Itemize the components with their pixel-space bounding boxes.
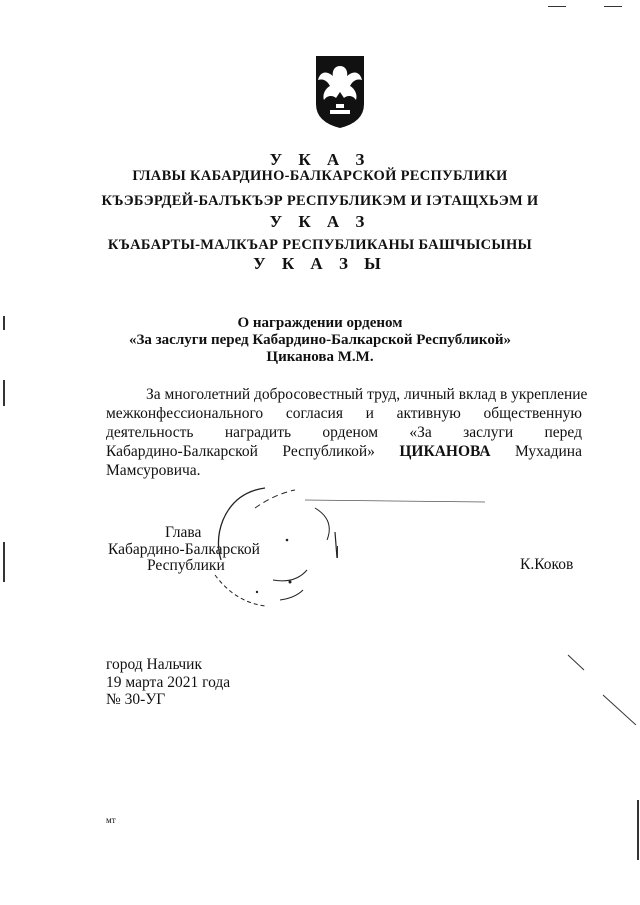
body-word: наградить [224,424,292,441]
body-line [106,385,588,404]
scan-mark [337,546,338,558]
scan-mark [548,6,566,7]
signatory-position-line1: Глава [165,524,202,541]
body-word: активную [396,405,461,422]
body-word: и [365,405,374,422]
awardee-surname: ЦИКАНОВА [399,443,491,460]
issue-date: 19 марта 2021 года [106,674,231,691]
coat-of-arms-emblem [312,52,368,130]
typist-initials: мт [106,815,116,825]
scan-mark [3,380,5,406]
header-ukaz-ru: У К А З [269,150,371,169]
decree-title-line2: «За заслуги перед Кабардино-Балкарской Республикой» [128,332,511,348]
body-line [106,404,582,423]
body-line [106,461,582,480]
body-word: заслуги [463,424,514,441]
body-word: Мамсуровича. [106,462,201,479]
body-word: «За [409,424,432,441]
scan-mark [3,316,5,330]
body-word: общественную [483,405,582,422]
decree-title-line3: Циканова М.М. [266,349,374,365]
decree-title-line1: О награждении орденом [237,315,403,331]
body-word: Республикой» [282,443,375,460]
header-ukaz-krc: У К А З Ы [253,254,387,273]
header-ukaz-kbd: У К А З [269,212,371,231]
header-line-krc: КЪАБАРТЫ-МАЛКЪАР РЕСПУБЛИКАНЫ БАШЧЫСЫНЫ [107,237,533,253]
body-word: Кабардино-Балкарской [106,443,258,460]
signatory-name: К.Коков [520,556,574,573]
body-word: орденом [322,424,379,441]
scan-mark [3,542,5,582]
header-line-ru: ГЛАВЫ КАБАРДИНО-БАЛКАРСКОЙ РЕСПУБЛИКИ [132,168,508,184]
handwritten-signature [195,480,495,615]
body-word: За многолетний добросовестный труд, личный вклад в укрепление [146,386,588,403]
signatory-position-line3: Республики [147,557,225,574]
decree-body [106,385,588,480]
header-line-kbd: КЪЭБЭРДЕЙ-БАЛЪКЪЭР РЕСПУБЛИКЭМ И ІЭТАЩХЬЭМ И [101,193,539,209]
scan-mark [540,625,640,725]
signatory-position-line2: Кабардино-Балкарской [108,541,260,558]
scan-mark [637,800,639,860]
decree-number: № 30-УГ [106,691,166,708]
body-word: перед [544,424,582,441]
issue-city: город Нальчик [106,656,202,673]
body-line [106,442,582,461]
body-word: согласия [285,405,343,422]
body-word: межконфессионального [106,405,264,422]
body-word: Мухадина [515,443,582,460]
scan-mark [604,6,622,7]
body-line [106,423,582,442]
body-word: деятельность [106,424,194,441]
